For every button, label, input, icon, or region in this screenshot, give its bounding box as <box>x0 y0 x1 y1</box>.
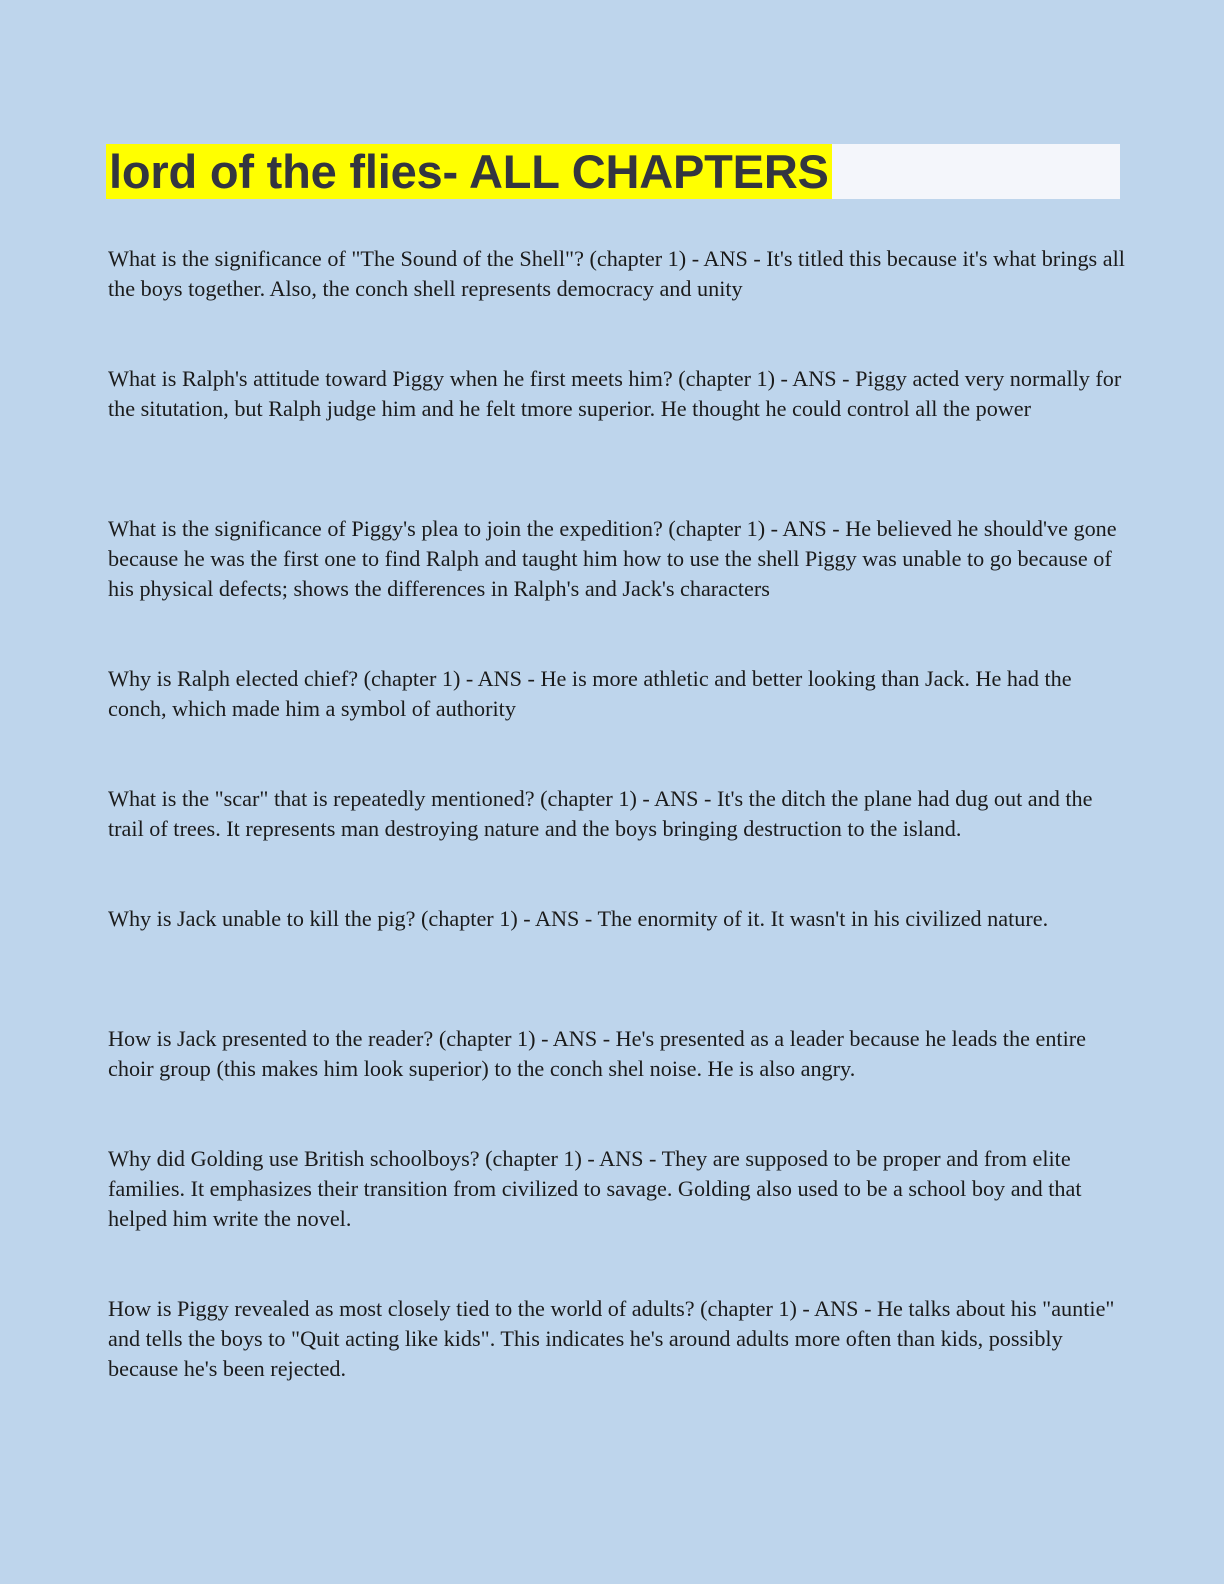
title-highlight <box>106 144 832 199</box>
title-bar <box>106 144 1120 199</box>
qa-item-4: Why is Ralph elected chief? (chapter 1) - ANS - He is more athletic and better looking than Jack. He had the conch, which made him a symbol of authority <box>108 666 1072 721</box>
qa-item-2: What is Ralph's attitude toward Piggy when he first meets him? (chapter 1) - ANS - Piggy acted very normally for the situtation, but Ralph judge him and he felt tmore superior. He thought he could control all the power <box>108 366 1122 421</box>
qa-item-9: How is Piggy revealed as most closely tied to the world of adults? (chapter 1) - ANS - He talks about his "auntie" and tells the boys to "Quit acting like kids". This indicates he's around adults more often than kids, possibly because he's been rejected. <box>108 1296 1115 1381</box>
qa-item-6: Why is Jack unable to kill the pig? (chapter 1) - ANS - The enormity of it. It wasn't in his civilized nature. <box>108 906 1049 931</box>
qa-item-5: What is the "scar" that is repeatedly mentioned? (chapter 1) - ANS - It's the ditch the plane had dug out and the trail of trees. It represents man destroying nature and the boys bringing destruction to the island. <box>108 786 1093 841</box>
qa-item-3: What is the significance of Piggy's plea to join the expedition? (chapter 1) - ANS - He believed he should've gone because he was the first one to find Ralph and taught him how to use the shell Piggy was unable to go because of his physical defects; shows the differences in Ralph's and Jack's characters <box>108 516 1117 601</box>
qa-item-7: How is Jack presented to the reader? (chapter 1) - ANS - He's presented as a leader because he leads the entire choir group (this makes him look superior) to the conch shel noise. He is also angry. <box>108 1026 1086 1081</box>
qa-item-1: What is the significance of "The Sound of the Shell"? (chapter 1) - ANS - It's titled this because it's what brings all the boys together. Also, the conch shell represents democracy and unity <box>108 246 1125 301</box>
qa-item-8: Why did Golding use British schoolboys? (chapter 1) - ANS - They are supposed to be proper and from elite families. It emphasizes their transition from civilized to savage. Golding also used to be a school boy and that helped him write the novel. <box>108 1146 1082 1231</box>
document-title: lord of the flies- ALL CHAPTERS <box>109 145 829 198</box>
